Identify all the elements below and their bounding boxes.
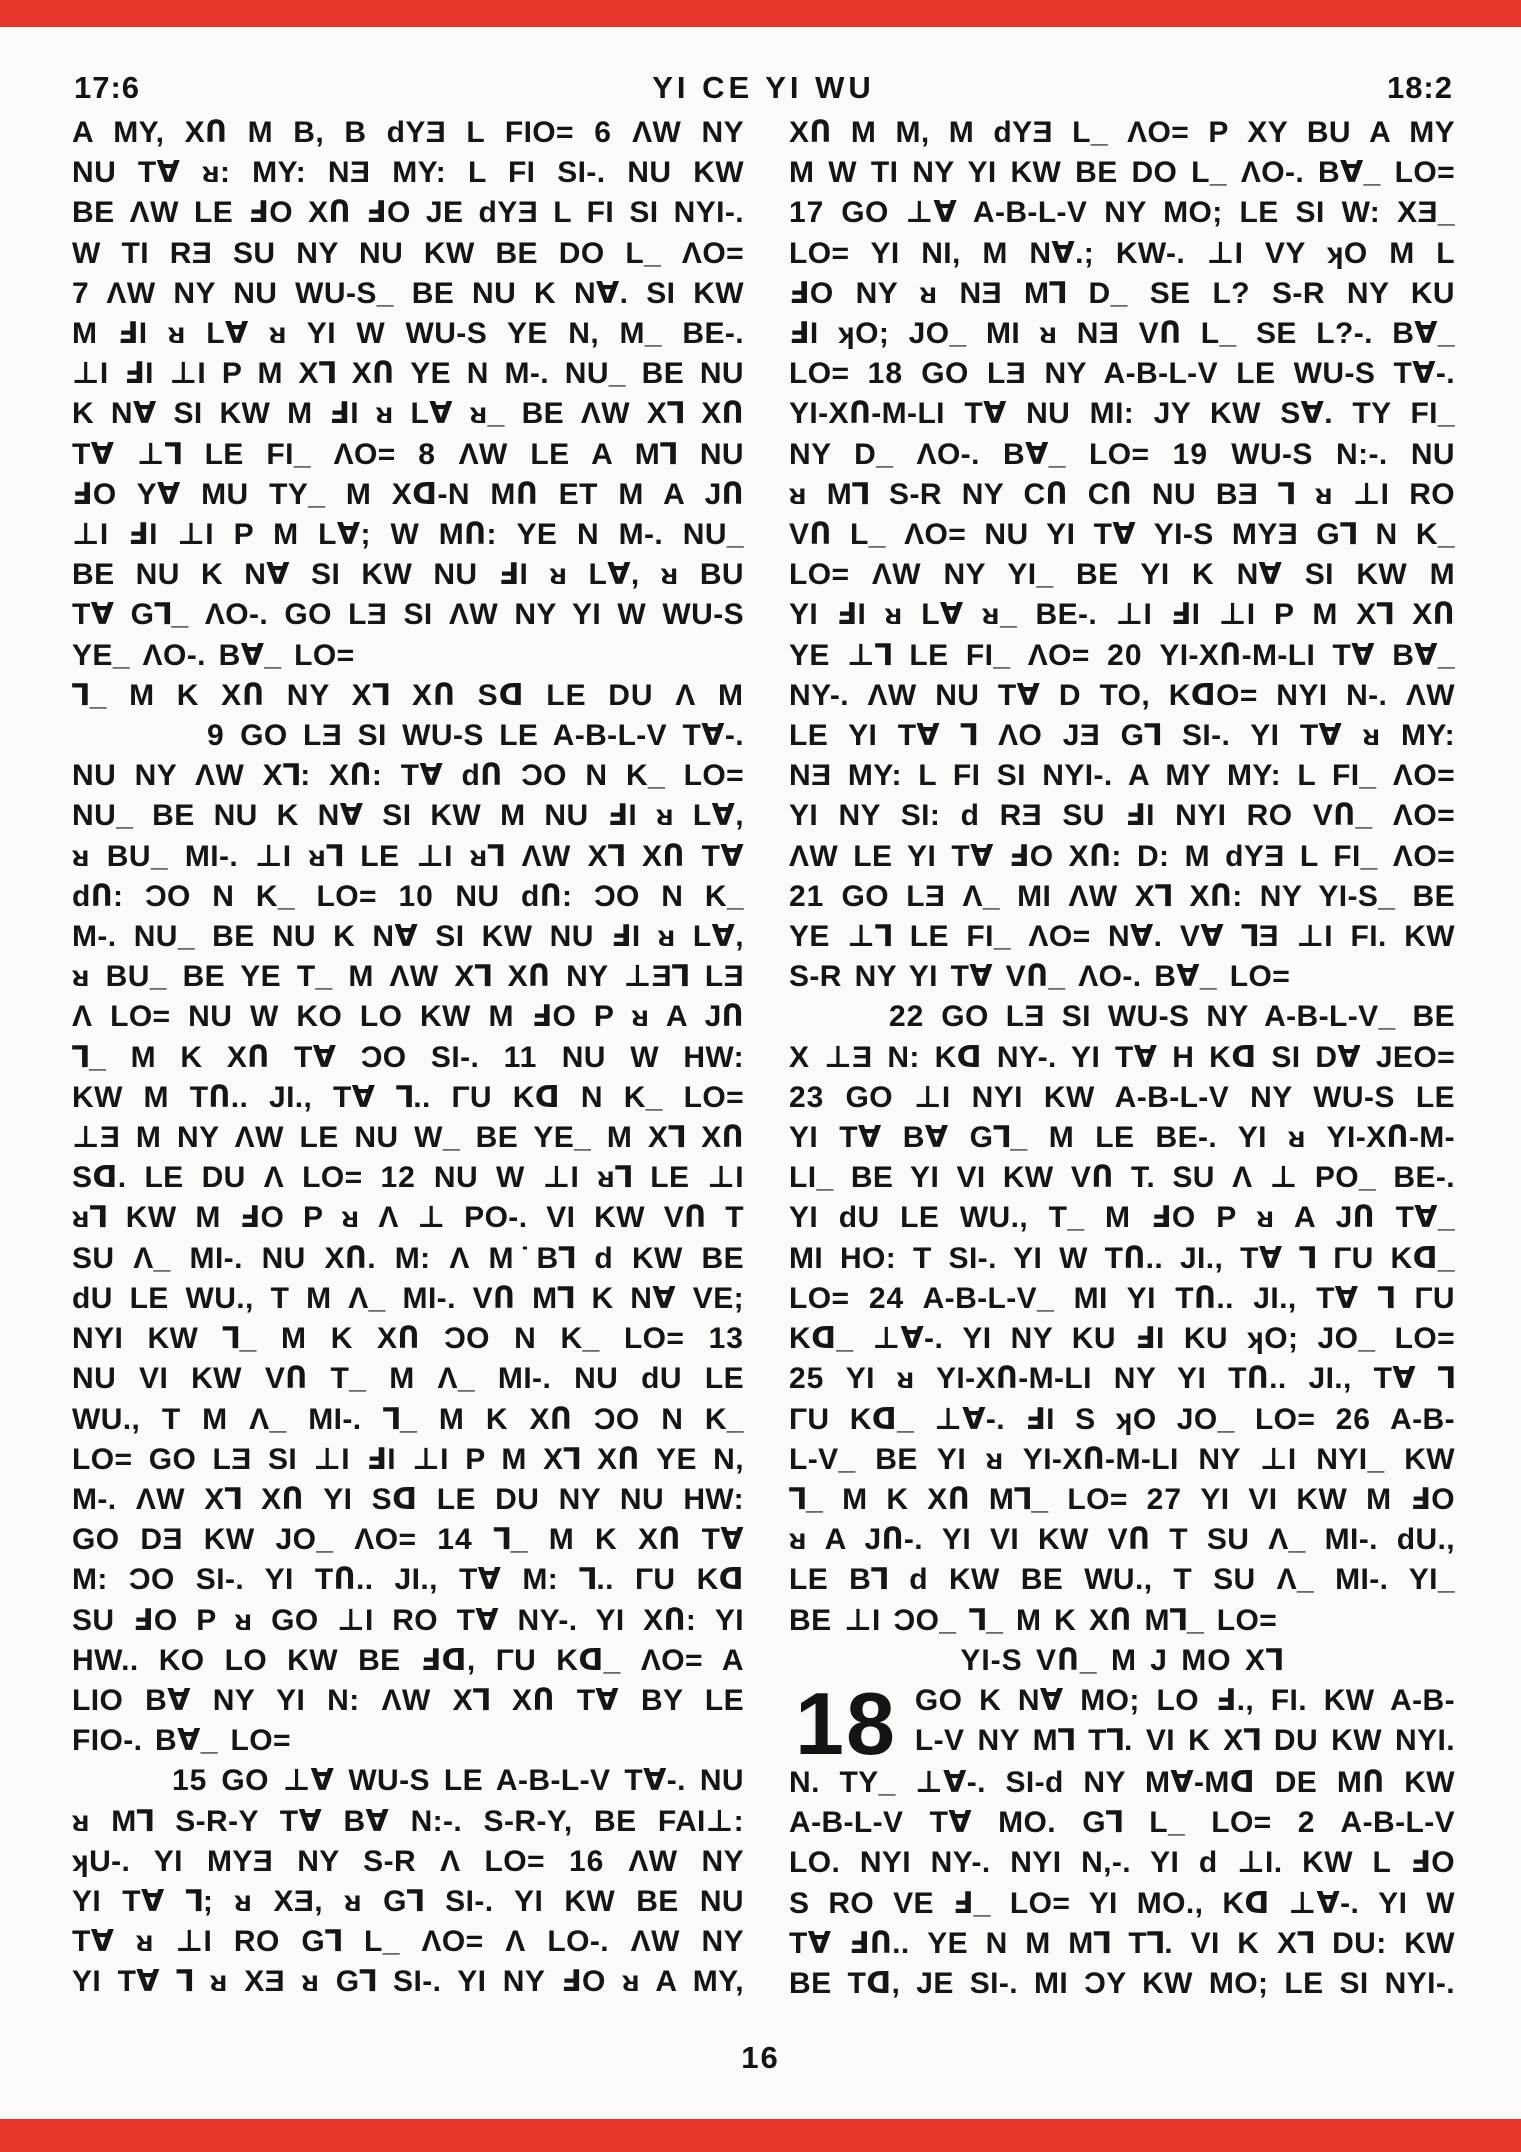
text-line: dU LE WU., T M Λ_ MI-. VՈ M⅂ K N∀ VE; xyxy=(72,1281,744,1315)
chapter-intro-lines xyxy=(915,1681,1455,1761)
text-line: A MY, XՈ M B, B dYƎ L FIO= 6 ΛW NY xyxy=(72,116,744,149)
text-line: NY D_ ΛO-. B∀_ LO= 19 WU-S N:-. NU xyxy=(789,437,1455,471)
verse-number: 21 xyxy=(789,879,825,913)
text-line: HW.. KO LO KW BE Ⅎᗡ, ΓU Kᗡ_ ΛO= A xyxy=(72,1643,744,1677)
verse-number: 2 xyxy=(1297,1806,1316,1840)
verse-number: 13 xyxy=(708,1322,744,1356)
text-line: K N∀ SI KW M ℲI ᴚ L∀ ᴚ_ BE ΛW X⅂ XՈ xyxy=(72,397,744,431)
verse-number: 22 xyxy=(889,1000,925,1034)
text-line: BE NU K N∀ SI KW NU ℲI ᴚ L∀, ᴚ BU xyxy=(72,558,744,592)
text-line: Sᗡ. LE DU Λ LO= 12 NU W ⊥I ᴚ⅂ LE ⊥I xyxy=(72,1161,744,1195)
text-line: YI T∀ B∀ G⅂_ M LE BE-. YI ᴚ YI-XՈ-M- xyxy=(789,1121,1455,1155)
scan-edge-bar-top xyxy=(0,0,1521,27)
text-line: YI T∀ ⅂; ᴚ XƎ, ᴚ G⅂ SI-. YI KW BE NU xyxy=(72,1884,744,1918)
text-line: MI HO: T SI-. YI W TՈ.. JI., T∀ ⅂ ΓU Kᗡ_ xyxy=(789,1241,1455,1275)
text-line: YE_ ΛO-. B∀_ LO= xyxy=(72,638,355,672)
text-line: YI dU LE WU., T_ M ℲO P ᴚ A JՈ T∀_ xyxy=(789,1201,1455,1235)
text-line: 15 GO ⊥∀ WU-S LE A-B-L-V T∀-. NU xyxy=(172,1764,744,1798)
text-line: dՈ: ƆO N K_ LO= 10 NU dՈ: ƆO N K_ xyxy=(72,879,744,913)
verse-number: 18 xyxy=(867,357,904,391)
text-line: N. TY_ ⊥∀-. SI-d NY M∀-Mᗡ DE MՈ KW xyxy=(789,1765,1455,1799)
verse-number: 9 xyxy=(207,719,225,753)
text-line: ℲI ʞO; JO_ MI ᴚ NƎ VՈ L_ SE L?-. B∀_ xyxy=(789,317,1455,351)
verse-number: 16 xyxy=(568,1844,605,1878)
scan-edge-bar-bottom xyxy=(0,2119,1521,2152)
header-book-title: YI CE YI WU xyxy=(652,70,875,105)
text-line: NY-. ΛW NU T∀ D TO, KᗡO= NYI N-. ΛW xyxy=(789,678,1455,712)
verse-number: 10 xyxy=(398,879,434,913)
verse-number: 11 xyxy=(503,1040,538,1074)
header-verse-ref-left: 17:6 xyxy=(74,70,141,105)
text-line: M-. ΛW X⅂ XՈ YI Sᗡ LE DU NY NU HW: xyxy=(72,1482,744,1516)
text-line: YE ⊥⅂ LE FI_ ΛO= N∀. V∀ ⅂Ǝ ⊥I FI. KW xyxy=(789,920,1455,954)
text-line: FIO-. B∀_ LO= xyxy=(72,1724,291,1758)
text-line: ⊥I ℲI ⊥I P M L∀; W MՈ: YE N M-. NU_ xyxy=(72,518,744,552)
text-line: A-B-L-V T∀ MO. G⅂ L_ LO= 2 A-B-L-V xyxy=(789,1806,1455,1840)
verse-number: 23 xyxy=(789,1080,825,1114)
text-line: ΓU Kᗡ_ ⊥∀-. ℲI S ʞO JO_ LO= 26 A-B- xyxy=(789,1402,1455,1436)
text-line: 21 GO LƎ Λ_ MI ΛW X⅂ XՈ: NY YI-S_ BE xyxy=(789,879,1455,913)
text-line: T∀ ℲՈ.. YE N M M⅂ T⅂. VI K X⅂ DU: KW xyxy=(789,1926,1455,1960)
text-line: NU VI KW VՈ T_ M Λ_ MI-. NU dU LE xyxy=(72,1362,744,1396)
text-line: YE ⊥⅂ LE FI_ ΛO= 20 YI-XՈ-M-LI T∀ B∀_ xyxy=(789,638,1455,672)
text-line: LO. NYI NY-. NYI N,-. YI d ⊥I. KW L ℲO xyxy=(789,1846,1455,1880)
text-line: LIO B∀ NY YI N: ΛW X⅂ XՈ T∀ BY LE xyxy=(72,1683,744,1717)
text-line: LE YI T∀ ⅂ ΛO JƎ G⅂ SI-. YI T∀ ᴚ MY: xyxy=(789,719,1455,753)
text-line: ⊥Ǝ M NY ΛW LE NU W_ BE YE_ M X⅂ XՈ xyxy=(72,1121,744,1155)
text-line: S-R NY YI T∀ VՈ_ ΛO-. B∀_ LO= xyxy=(789,960,1291,994)
text-line: ᴚ M⅂ S-R-Y T∀ B∀ N:-. S-R-Y, BE FAI⊥: xyxy=(72,1804,744,1838)
text-line: ʞU-. YI MYƎ NY S-R Λ LO= 16 ΛW NY xyxy=(72,1844,744,1878)
text-line: BE Tᗡ, JE SI-. MI ƆY KW MO; LE SI NYI-. xyxy=(789,1966,1455,2000)
text-line: M-. NU_ BE NU K N∀ SI KW NU ℲI ᴚ L∀, xyxy=(72,920,744,954)
text-line: BE ⊥I ƆO_ ⅂_ M K XՈ M⅂_ LO= xyxy=(789,1603,1278,1637)
text-line: LE B⅂ d KW BE WU., T SU Λ_ MI-. YI_ xyxy=(789,1563,1455,1597)
text-line: ⅂_ M K XՈ M⅂_ LO= 27 YI VI KW M ℲO xyxy=(789,1482,1455,1516)
text-line: LO= 24 A-B-L-V_ MI YI TՈ.. JI., T∀ ⅂ ΓU xyxy=(789,1281,1455,1315)
text-line: 23 GO ⊥I NYI KW A-B-L-V NY WU-S LE xyxy=(789,1080,1455,1114)
page-number: 16 xyxy=(741,2040,780,2075)
column-left xyxy=(72,113,744,2004)
text-line: 17 GO ⊥∀ A-B-L-V NY MO; LE SI W: XƎ_ xyxy=(789,196,1455,230)
text-line: M: ƆO SI-. YI TՈ.. JI., T∀ M: ⅂.. ΓU Kᗡ xyxy=(72,1563,744,1597)
text-line: SU ℲO P ᴚ GO ⊥I RO T∀ NY-. YI XՈ: YI xyxy=(72,1603,744,1637)
text-line: X ⊥Ǝ N: Kᗡ NY-. YI T∀ H Kᗡ SI D∀ JEO= xyxy=(789,1040,1455,1074)
text-line: 7 ΛW NY NU WU-S_ BE NU K N∀. SI KW xyxy=(72,276,744,310)
text-line: NƎ MY: L FI SI NYI-. A MY MY: L FI_ ΛO= xyxy=(789,759,1455,793)
verse-number: 7 xyxy=(72,276,90,310)
verse-number: 19 xyxy=(1172,437,1209,471)
text-line: LI_ BE YI VI KW VՈ T. SU Λ ⊥ PO_ BE-. xyxy=(789,1161,1455,1195)
text-line: WU., T M Λ_ MI-. ⅂_ M K XՈ ƆO N K_ xyxy=(72,1402,744,1436)
text-line: T∀ ᴚ ⊥I RO G⅂ L_ ΛO= Λ LO-. ΛW NY xyxy=(72,1925,744,1959)
column-right xyxy=(789,113,1455,2004)
text-line: LO= ΛW NY YI_ BE YI K N∀ SI KW M xyxy=(789,558,1455,592)
text-line: KW M TՈ.. JI., T∀ ⅂.. ΓU Kᗡ N K_ LO= xyxy=(72,1080,744,1114)
text-line: 25 YI ᴚ YI-XՈ-M-LI NY YI TՈ.. JI., T∀ ⅂ xyxy=(789,1362,1455,1396)
text-line: NU_ BE NU K N∀ SI KW M NU ℲI ᴚ L∀, xyxy=(72,799,744,833)
section-heading: ⅂_ M K XՈ NY X⅂ XՈ Sᗡ LE DU Λ M xyxy=(72,678,744,712)
text-line: GO DƎ KW JO_ ΛO= 14 ⅂_ M K XՈ T∀ xyxy=(72,1523,744,1557)
text-line: NU NY ΛW X⅂: XՈ: T∀ dՈ ƆO N K_ LO= xyxy=(72,759,744,793)
chapter-block xyxy=(789,1673,1455,1773)
text-line: L-V_ BE YI ᴚ YI-XՈ-M-LI NY ⊥I NYI_ KW xyxy=(789,1442,1455,1476)
text-line: NYI KW ⅂_ M K XՈ ƆO N K_ LO= 13 xyxy=(72,1322,744,1356)
verse-number: 20 xyxy=(1107,638,1143,672)
text-line: VՈ L_ ΛO= NU YI T∀ YI-S MYƎ G⅂ N K_ xyxy=(789,518,1455,552)
text-line: M W TI NY YI KW BE DO L_ ΛO-. B∀_ LO= xyxy=(789,156,1455,190)
verse-number: 6 xyxy=(594,116,612,149)
text-line: XՈ M M, M dYƎ L_ ΛO= P XY BU A MY xyxy=(789,116,1455,149)
verse-number: 12 xyxy=(380,1161,416,1195)
text-line: 22 GO LƎ SI WU-S NY A-B-L-V_ BE xyxy=(889,1000,1455,1034)
text-line: ᴚ BU_ BE YE T_ M ΛW X⅂ XՈ NY ⊥Ǝ⅂ LƎ xyxy=(72,960,744,994)
header-verse-ref-right: 18:2 xyxy=(1386,70,1453,105)
text-line: ⅂_ M K XՈ T∀ ƆO SI-. 11 NU W HW: xyxy=(72,1040,744,1074)
text-line: YI ℲI ᴚ L∀ ᴚ_ BE-. ⊥I ℲI ⊥I P M X⅂ XՈ xyxy=(789,598,1455,632)
text-line: LO= GO LƎ SI ⊥I ℲI ⊥I P M X⅂ XՈ YE N, xyxy=(72,1442,744,1476)
text-line: GO K N∀ MO; LO Ⅎ., FI. KW A-B- xyxy=(914,1683,1455,1717)
text-line: ᴚ M⅂ S-R NY CՈ CՈ NU BƎ ⅂ ᴚ ⊥I RO xyxy=(789,477,1455,511)
section-heading: YI-S VՈ_ M J MO X⅂ xyxy=(960,1643,1284,1677)
verse-number: 15 xyxy=(172,1764,208,1798)
verse-number: 27 xyxy=(1146,1482,1183,1516)
text-line: BE ΛW LE ℲO XՈ ℲO JE dYƎ L FI SI NYI-. xyxy=(72,196,744,230)
text-line: ℲO Y∀ MU TY_ M Xᗡ-N MՈ ET M A JՈ xyxy=(72,477,744,511)
text-line: Λ LO= NU W KO LO KW M ℲO P ᴚ A JՈ xyxy=(72,1000,744,1034)
text-line: L-V NY M⅂ T⅂. VI K X⅂ DU KW NYI. xyxy=(914,1724,1455,1758)
verse-number: 24 xyxy=(868,1281,905,1315)
verse-number: 8 xyxy=(418,437,436,471)
text-line: ᴚ BU_ MI-. ⊥I ᴚ⅂ LE ⊥I ᴚ⅂ ΛW X⅂ XՈ T∀ xyxy=(72,839,744,873)
text-line: LO= 18 GO LƎ NY A-B-L-V LE WU-S T∀-. xyxy=(789,357,1455,391)
verse-number: 26 xyxy=(1335,1402,1371,1436)
verse-number: 17 xyxy=(789,196,825,230)
text-line: T∀ G⅂_ ΛO-. GO LƎ SI ΛW NY YI W WU-S xyxy=(72,598,744,632)
text-line: NU T∀ ᴚ: MY: NƎ MY: L FI SI-. NU KW xyxy=(72,156,744,190)
text-line: W TI RƎ SU NY NU KW BE DO L_ ΛO= xyxy=(72,236,744,270)
text-line: YI-XՈ-M-LI T∀ NU MI: JY KW S∀. TY FI_ xyxy=(789,397,1455,431)
text-line: YI NY SI: d RƎ SU ℲI NYI RO VՈ_ ΛO= xyxy=(789,799,1455,833)
text-line: ᴚ A JՈ-. YI VI KW VՈ T SU Λ_ MI-. dU., xyxy=(789,1523,1455,1557)
text-line: SU Λ_ MI-. NU XՈ. M: Λ M˙B⅂ d KW BE xyxy=(72,1241,744,1275)
text-line: Kᗡ_ ⊥∀-. YI NY KU ℲI KU ʞO; JO_ LO= xyxy=(789,1322,1455,1356)
text-line: LO= YI NI, M N∀.; KW-. ⊥I VY ʞO M L xyxy=(789,236,1455,270)
chapter-number: 18 xyxy=(795,1673,897,1773)
text-line: ℲO NY ᴚ NƎ M⅂ D_ SE L? S-R NY KU xyxy=(789,276,1455,310)
text-line: ΛW LE YI T∀ ℲO XՈ: D: M dYƎ L FI_ ΛO= xyxy=(789,839,1455,873)
verse-number: 25 xyxy=(789,1362,825,1396)
text-line: M ℲI ᴚ L∀ ᴚ YI W WU-S YE N, M_ BE-. xyxy=(72,317,744,351)
text-line: ⊥I ℲI ⊥I P M X⅂ XՈ YE N M-. NU_ BE NU xyxy=(72,357,744,391)
verse-number: 14 xyxy=(437,1523,473,1557)
text-line: YI T∀ ⅂ ᴚ XƎ ᴚ G⅂ SI-. YI NY ℲO ᴚ A MY, xyxy=(72,1965,744,1999)
text-line: ᴚ⅂ KW M ℲO P ᴚ Λ ⊥ PO-. VI KW VՈ T xyxy=(72,1201,744,1235)
text-line: T∀ ⊥⅂ LE FI_ ΛO= 8 ΛW LE A M⅂ NU xyxy=(72,437,744,471)
text-line: 9 GO LƎ SI WU-S LE A-B-L-V T∀-. xyxy=(207,719,744,753)
text-columns xyxy=(72,113,1455,2004)
text-line: S RO VE Ⅎ_ LO= YI MO., Kᗡ ⊥∀-. YI W xyxy=(789,1886,1455,1920)
